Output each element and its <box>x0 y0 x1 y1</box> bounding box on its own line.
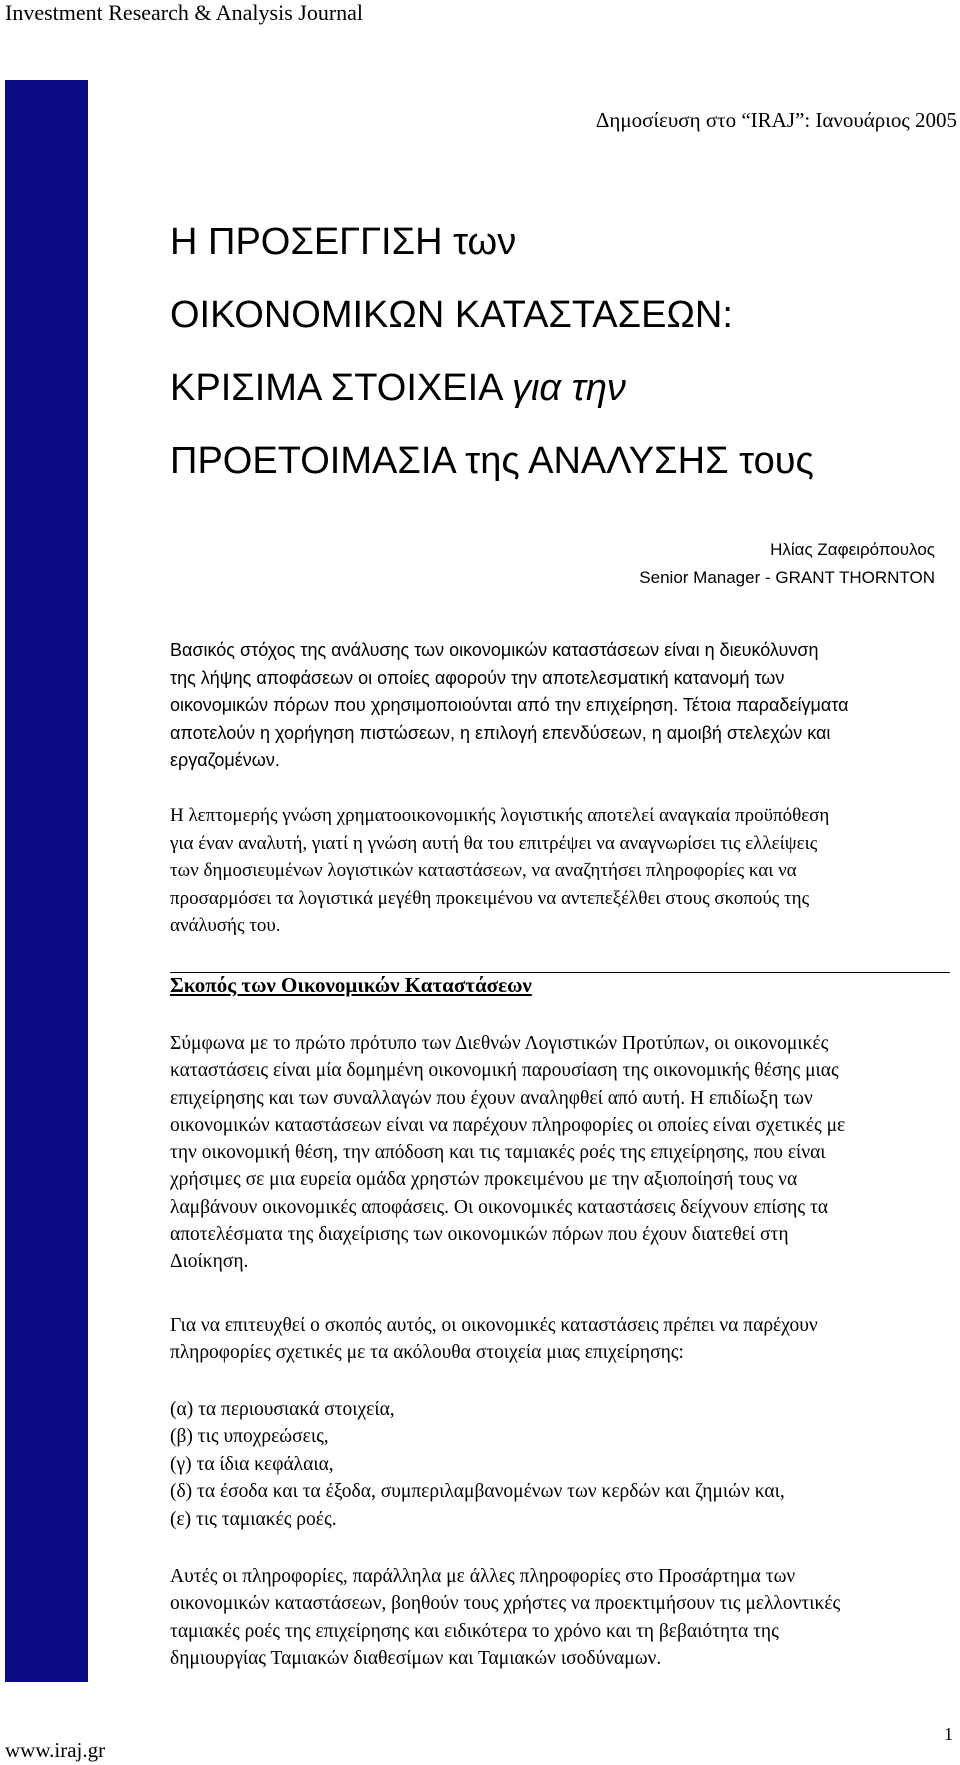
purpose-definition-paragraph: Σύμφωνα με το πρώτο πρότυπο των Διεθνών Λογιστικών Προτύπων, οι οικονομικές καταστάσεις είναι μία δομημένη οικονομική παρουσίαση της οικονομικής θέσης μιας επιχείρησης και των συναλλαγών που έχουν αναληφθεί από αυτή. Η επιδίωξη των οικονομικών καταστάσεων είναι να παρέχουν πληροφορίες οι οποίες είναι σχετικές με την οικονομική θέση, την απόδοση και τις ταμιακές ροές της επιχείρησης, που είναι χρήσιμες σε μια ευρεία ομάδα χρηστών προκειμένου με την αξιοποίησή τους να λαμβάνουν οικονομικές αποφάσεις. Οι οικονομικές καταστάσεις δείχνουν επίσης τα αποτελέσματα της διαχείρισης των οικονομικών πόρων που έχουν διατεθεί στη Διοίκηση. <box>170 1033 846 1273</box>
list-item: (ε) τις ταμιακές ροές. <box>170 1508 337 1530</box>
information-requirements-paragraph: Για να επιτευχθεί ο σκοπός αυτός, οι οικονομικές καταστάσεις πρέπει να παρέχουν πληροφορίες σχετικές με τα ακόλουθα στοιχεία μιας επιχείρησης: <box>170 1315 818 1364</box>
intro-paragraph: Βασικός στόχος της ανάλυσης των οικονομικών καταστάσεων είναι η διευκόλυνση της λήψης αποφάσεων οι οποίες αφορούν την αποτελεσματική κατανομή των οικονομικών πόρων που χρησιμοποιούνται από την επιχείρηση. Τέτοια παραδείγματα αποτελούν η χορήγηση πιστώσεων, η επιλογή επενδύσεων, η αμοιβή στελεχών και εργαζομένων. <box>170 640 849 770</box>
list-item: (γ) τα ίδια κεφάλαια, <box>170 1453 334 1475</box>
list-item: (α) τα περιουσιακά στοιχεία, <box>170 1399 395 1420</box>
list-item: (δ) τα έσοδα και τα έξοδα, συμπεριλαμβανομένων των κερδών και ζημιών και, <box>170 1481 785 1503</box>
closing-paragraph: Αυτές οι πληροφορίες, παράλληλα με άλλες πληροφορίες στο Προσάρτημα των οικονομικών καταστάσεων, βοηθούν τους χρήστες να προεκτιμήσουν τις μελλοντικές ταμιακές ροές της επιχείρησης και ειδικότερα το χρόνο και τη βεβαιότητα της δημιουργίας Ταμιακών διαθεσίμων και Ταμιακών ισοδύναμων. <box>170 1566 841 1669</box>
journal-name: Investment Research & Analysis Journal <box>5 0 364 25</box>
analyst-knowledge-paragraph: Η λεπτομερής γνώση χρηματοοικονομικής λογιστικής αποτελεί αναγκαία προϋπόθεση για έναν αναλυτή, γιατί η γνώση αυτή θα του επιτρέψει να αναγνωρίσει τις ελλείψεις των δημοσιευμένων λογιστικών καταστάσεων, να αναζητήσει πληροφορίες και να προσαρμόσει τα λογιστικά μεγέθη προκειμένου να αντεπεξέλθει στους σκοπούς της ανάλυσής του. <box>170 805 830 937</box>
author-role: Senior Manager - GRANT THORNTON <box>639 568 935 587</box>
title-line: Η ΠΡΟΣΕΓΓΙΣΗ των <box>170 221 517 263</box>
author-block <box>639 536 935 592</box>
title-line: ΚΡΙΣΙΜΑ ΣΤΟΙΧΕΙΑ για την <box>170 367 626 409</box>
list-item: (β) τις υποχρεώσεις, <box>170 1426 329 1448</box>
publication-note: Δημοσίευση στο “IRAJ”: Ιανουάριος 2005 <box>595 108 957 132</box>
decorative-sidebar <box>5 80 88 1682</box>
author-name: Ηλίας Ζαφειρόπουλος <box>770 540 935 559</box>
title-line: ΠΡΟΕΤΟΙΜΑΣΙΑ της ΑΝΑΛΥΣΗΣ τους <box>170 440 814 482</box>
title-line: ΟΙΚΟΝΟΜΙΚΩΝ ΚΑΤΑΣΤΑΣΕΩΝ: <box>170 294 733 336</box>
document-title <box>170 220 814 512</box>
elements-list <box>170 1396 945 1533</box>
section-heading: Σκοπός των Οικονομικών Καταστάσεων <box>170 973 532 997</box>
page-number: 1 <box>944 1724 953 1744</box>
website-url: www.iraj.gr <box>5 1738 106 1762</box>
